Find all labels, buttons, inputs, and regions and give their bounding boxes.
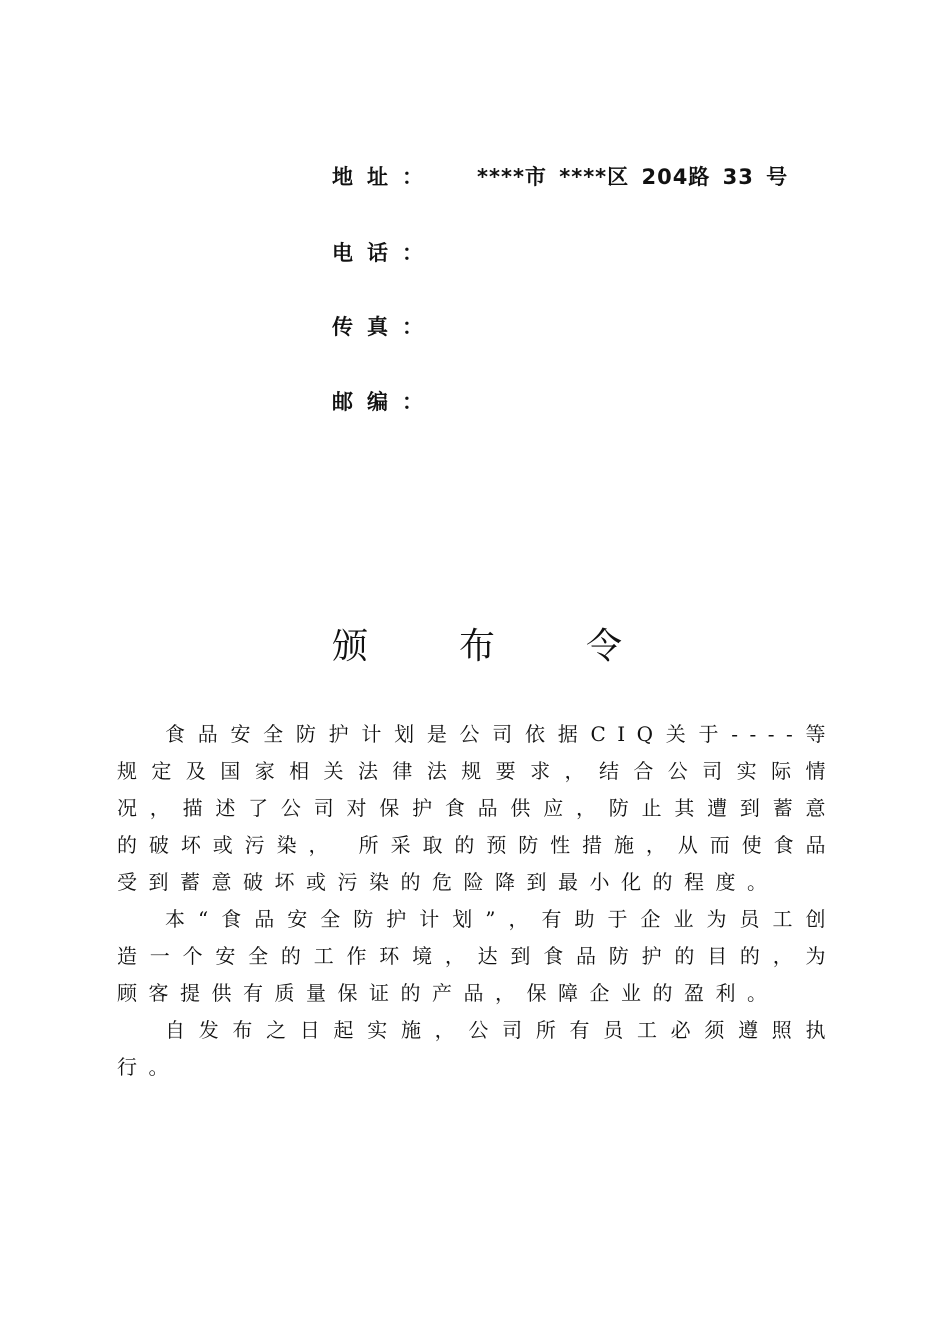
address-value: ****市 ****区 204路 33 号 — [477, 165, 789, 189]
document-body — [117, 716, 837, 1086]
title-char: 颁 — [332, 626, 369, 667]
phone-label: 电话： — [332, 241, 437, 265]
body-paragraph: 本“食品安全防护计划”，有助于企业为员工创造一个安全的工作环境，达到食品防护的目的，为顾客提供有质量保证的产品，保障企业的盈利。 — [117, 907, 837, 1005]
phone-row — [332, 238, 477, 268]
postal-code-label: 邮编： — [332, 390, 437, 414]
title-char: 布 — [458, 626, 495, 667]
postal-code-row — [332, 387, 477, 417]
body-paragraph: 自发布之日起实施，公司所有员工必须遵照执行。 — [117, 1018, 837, 1079]
body-paragraph: 食品安全防护计划是公司依据CIQ关于----等规定及国家相关法律法规要求，结合公司实际情况，描述了公司对保护食品供应，防止其遭到蓄意的破坏或污染， 所采取的预防性措施，从而使食品受到蓄意破坏或污染的危险降到最小化的程度。 — [117, 722, 837, 894]
address-row — [332, 162, 788, 192]
address-label: 地址： — [332, 165, 437, 189]
fax-label: 传真： — [332, 315, 437, 339]
fax-row — [332, 312, 477, 342]
title-char: 令 — [585, 626, 622, 667]
document-title — [332, 622, 622, 672]
